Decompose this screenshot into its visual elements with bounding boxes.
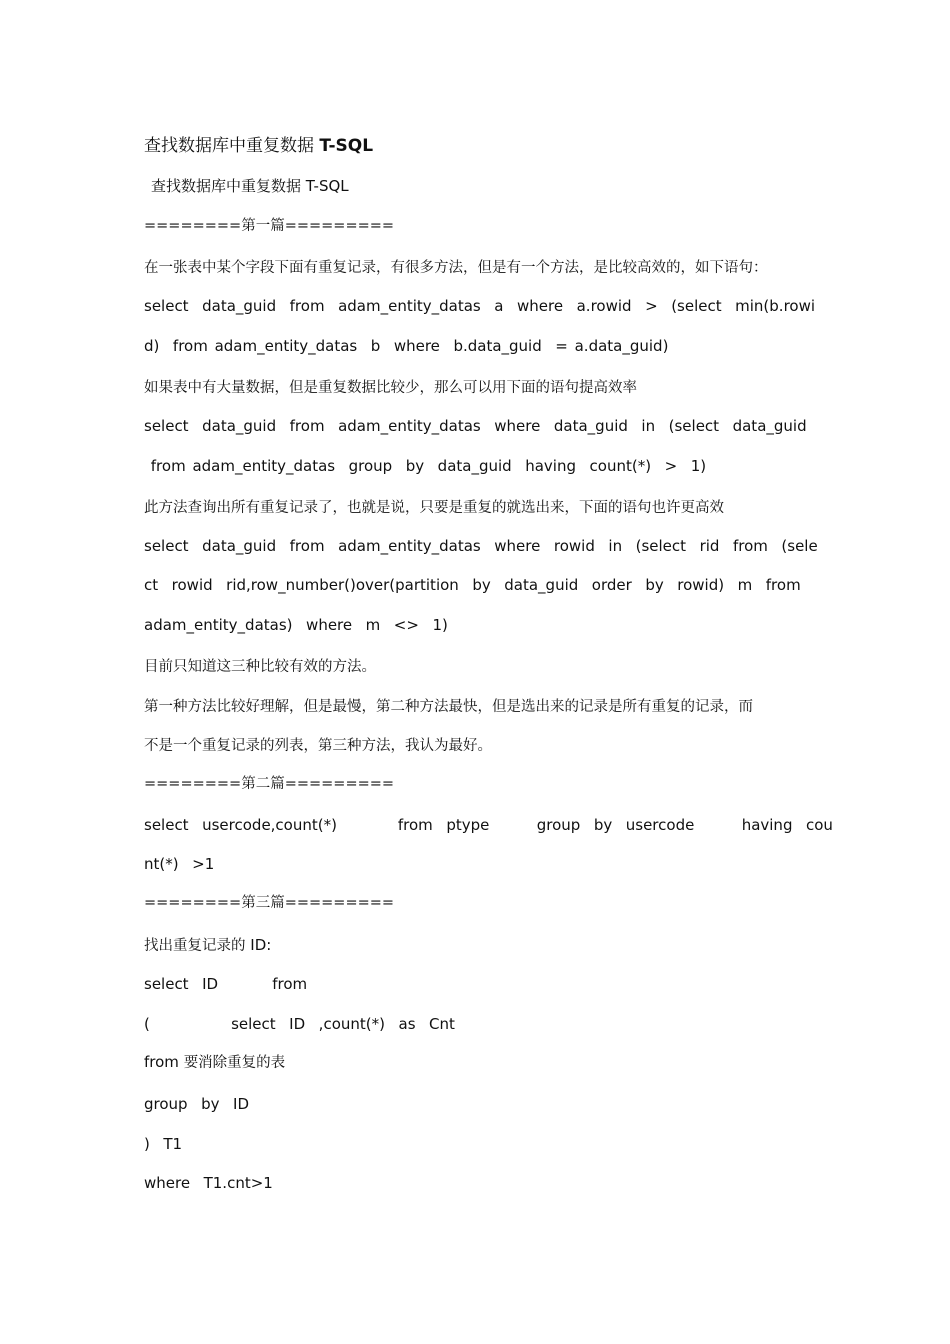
code-line: select usercode,count(*) from ptype group by usercode having cou [144,816,833,834]
code-line: ( select ID ,count(*) as Cnt [144,1015,455,1033]
paragraph-5-line-1: 第一种方法比较好理解，但是最慢，第二种方法最快，但是选出来的记录是所有重复的记录，而 [144,699,753,715]
subtitle: 查找数据库中重复数据 T-SQL [151,177,349,195]
code-line: ct rowid rid,row_number()over(partition by data_guid order by rowid) m from [144,576,801,594]
separator-part-2: ========第二篇========= [144,776,395,792]
code-line: from adam_entity_datas group by data_guid having count(*) > 1) [144,457,707,475]
code-table-name: 要消除重复的表 [183,1055,286,1071]
paragraph-2: 如果表中有大量数据，但是重复数据比较少，那么可以用下面的语句提高效率 [144,380,637,396]
paragraph-5-line-2: 不是一个重复记录的列表，第三种方法，我认为最好。 [144,738,492,754]
code-line: adam_entity_datas) where m <> 1) [144,616,448,634]
separator-part-1: ========第一篇========= [144,218,395,234]
code-keyword: from [144,1053,184,1071]
code-line [144,1052,808,1073]
code-line: select ID from [144,975,308,993]
paragraph-6-id: ID: [245,936,272,954]
document-title [144,136,808,156]
separator-part-3: ========第三篇========= [144,895,395,911]
title-bold-text: T-SQL [319,136,374,156]
title-text: 查找数据库中重复数据 [144,136,320,156]
paragraph-3: 此方法查询出所有重复记录了，也就是说，只要是重复的就选出来，下面的语句也许更高效 [144,500,724,516]
paragraph-4: 目前只知道这三种比较有效的方法。 [144,659,376,675]
paragraph-6-text: 找出重复记录的 [144,938,246,954]
paragraph-6 [144,935,808,956]
code-line: select data_guid from adam_entity_datas a where a.rowid > (select min(b.rowi [144,297,816,315]
code-line: group by ID [144,1095,250,1113]
code-line: select data_guid from adam_entity_datas where data_guid in (select data_guid [144,417,807,435]
code-line: nt(*) >1 [144,855,215,873]
paragraph-1: 在一张表中某个字段下面有重复记录，有很多方法，但是有一个方法，是比较高效的，如下语句： [144,260,768,276]
code-line: d) from adam_entity_datas b where b.data_guid = a.data_guid) [144,337,669,355]
code-line: ) T1 [144,1135,183,1153]
code-line: select data_guid from adam_entity_datas where rowid in (select rid from (sele [144,537,818,555]
code-line: where T1.cnt>1 [144,1174,273,1192]
